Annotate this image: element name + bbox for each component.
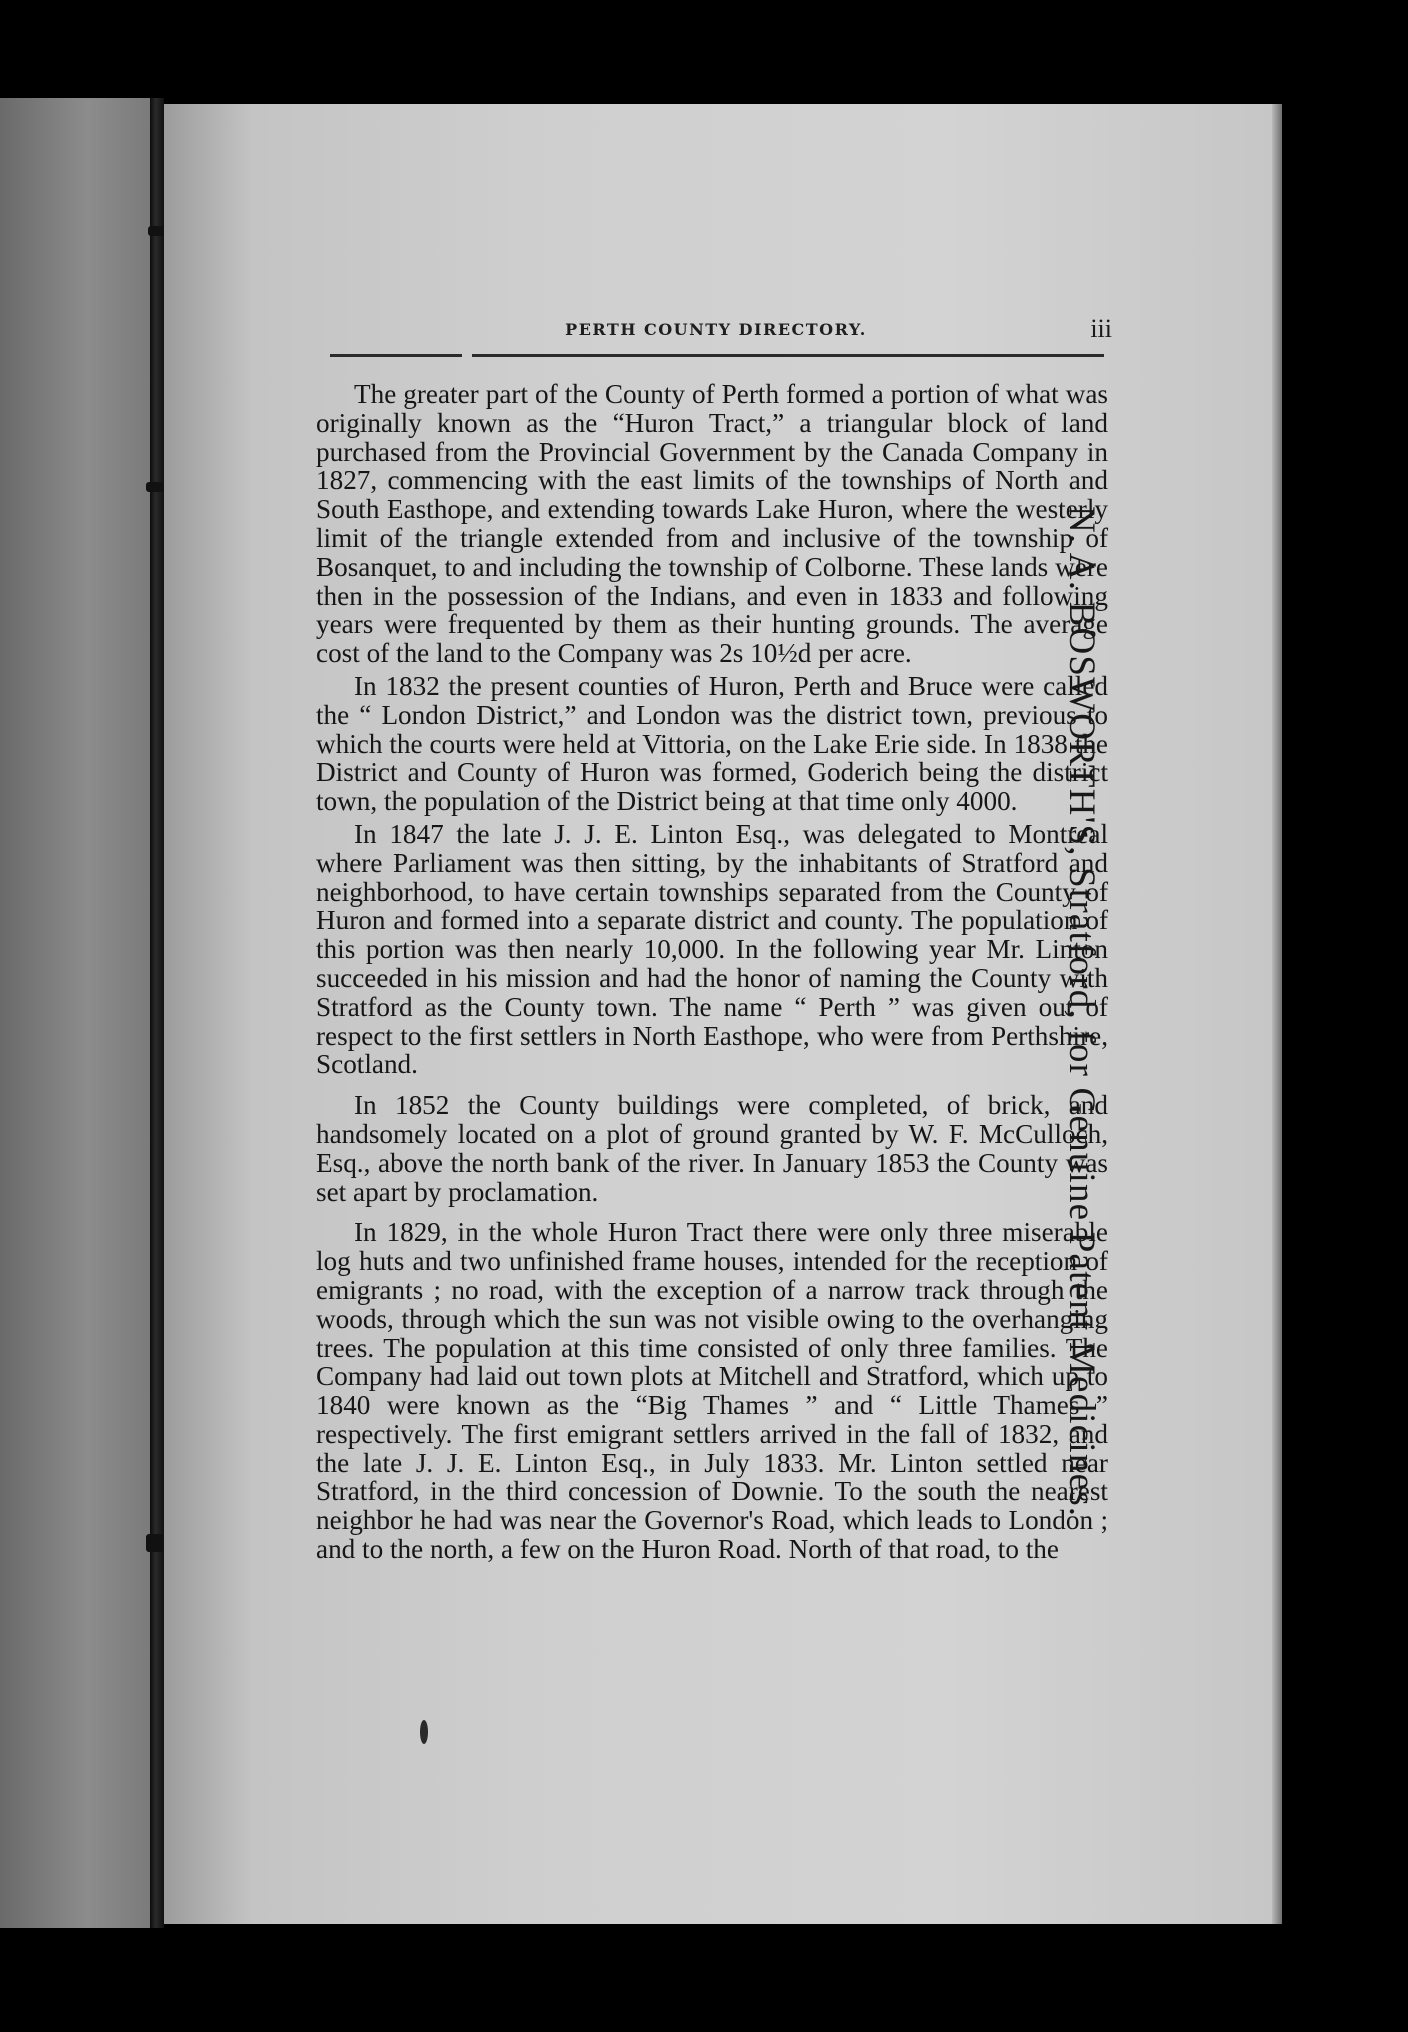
ink-blot — [420, 1720, 428, 1744]
book-spine — [150, 98, 164, 1928]
page-number: iii — [1090, 314, 1112, 343]
running-head: PERTH COUNTY DIRECTORY. — [565, 320, 867, 339]
paragraph: In 1829, in the whole Huron Tract there were only three miserable log huts and two unfinished frame houses, intended for the reception of emigrants ; no road, with the exception of a narrow track through the woods, through which the sun was not visible owing to the overhanging trees. The population at this time consisted of only three families. The Company had laid out town plots at Mitchell and Stratford, which up to 1840 were known as the “Big Thames ” and “ Little Thames ” respectively. The first emigrant settlers arrived in the fall of 1832, and the late J. J. E. Linton Esq., in July 1833. Mr. Linton settled near Stratford, in the third concession of Downie. To the south the nearest neighbor he had was near the Governor's Road, which leads to London ; and to the north, a few on the Huron Road. North of that road, to the — [316, 1217, 1108, 1565]
header-rule-right — [472, 354, 1104, 357]
header-rule-left — [330, 354, 462, 357]
paragraph: In 1847 the late J. J. E. Linton Esq., was delegated to Montreal where Parliament was then sitting, by the inhabitants of Stratford and neighborhood, to have certain townships separated from the County of Huron and formed into a separate district and county. The population of this portion was then nearly 10,000. In the following year Mr. Linton succeeded in his mission and had the honor of naming the County with Stratford as the County town. The name “ Perth ” was given out of respect to the first settlers in North Easthope, who were from Perthshire, Scotland. — [316, 818, 1108, 1080]
paragraph: In 1832 the present counties of Huron, Perth and Bruce were called the “ London District,” and London was the district town, previous to which the courts were held at Vittoria, on the Lake Erie side. In 1838 the District and County of Huron was formed, Goderich being the district town, the population of the District being at that time only 4000. — [316, 670, 1108, 817]
facing-page-edge — [0, 98, 160, 1928]
paragraph: In 1852 the County buildings were completed, of brick, and handsomely located on a plot of ground granted by W. F. McCulloch, Esq., above the north bank of the river. In January 1853 the County was set apart by proclamation. — [316, 1090, 1108, 1207]
page-edge-shadow — [1272, 104, 1282, 1924]
side-advertisement: N. A. BOSWORTH'S, Stratford, for Genuine Patent Medicines. — [1061, 506, 1102, 1518]
body-text — [316, 380, 1108, 1564]
binding-mark — [146, 482, 164, 492]
page-header — [320, 308, 1112, 348]
paragraph: The greater part of the County of Perth formed a portion of what was originally known as the “Huron Tract,” a triangular block of land purchased from the Provincial Government by the Canada Company in 1827, commencing with the east limits of the townships of North and South Easthope, and extending towards Lake Huron, where the westerly limit of the triangle extended from and inclusive of the township of Bosanquet, to and including the township of Colborne. These lands were then in the possession of the Indians, and even in 1833 and following years were frequented by them as their hunting grounds. The average cost of the land to the Company was 2s 10½d per acre. — [316, 379, 1108, 669]
